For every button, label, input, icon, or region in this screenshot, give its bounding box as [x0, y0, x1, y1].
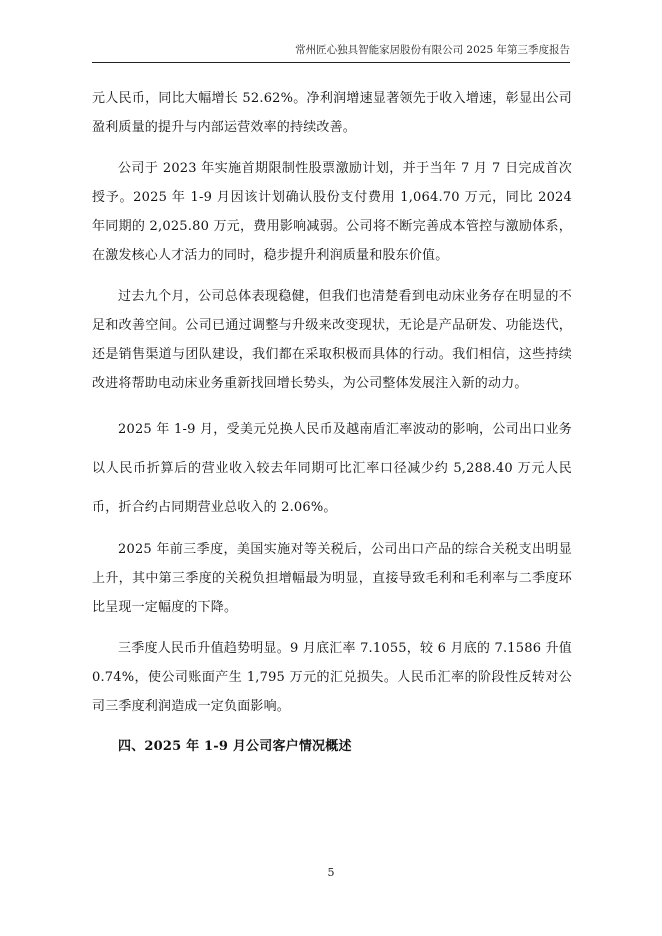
header-title: 常州匠心独具智能家居股份有限公司 2025 年第三季度报告 [295, 44, 570, 56]
page-number: 5 [327, 866, 335, 879]
paragraph-rmb-appreciation: 三季度人民币升值趋势明显。9 月底汇率 7.1055，较 6 月底的 7.1586 升值 0.74%，使公司账面产生 1,795 万元的汇兑损失。人民币汇率的阶段性反转对公司三季度利润造成一定负面影响。 [92, 641, 572, 714]
document-body [92, 84, 572, 761]
paragraph-exchange-rate-impact: 2025 年 1-9 月，受美元兑换人民币及越南盾汇率波动的影响，公司出口业务以人民币折算后的营业收入较去年同期可比汇率口径减少约 5,288.40 万元人民币，折合约占同期营业总收入的 2.06%。 [92, 422, 572, 515]
paragraph-net-profit-growth: 元人民币，同比大幅增长 52.62%。净利润增速显著领先于收入增速，彰显出公司盈利质量的提升与内部运营效率的持续改善。 [92, 91, 572, 135]
section-title-customers: 四、2025 年 1-9 月公司客户情况概述 [118, 739, 352, 754]
paragraph-equity-incentive: 公司于 2023 年实施首期限制性股票激励计划，并于当年 7 月 7 日完成首次授予。2025 年 1-9 月因该计划确认股份支付费用 1,064.70 万元，同比 2024 年同期的 2,025.80 万元，费用影响减弱。公司将不断完善成本管控与激励体系，在激发核心人才活力的同时，稳步提升利润质量和股东价值。 [92, 161, 572, 263]
paragraph-electric-bed-business: 过去九个月，公司总体表现稳健，但我们也清楚看到电动床业务存在明显的不足和改善空间。公司已通过调整与升级来改变现状，无论是产品研发、功能迭代，还是销售渠道与团队建设，我们都在采取积极而具体的行动。我们相信，这些持续改进将帮助电动床业务重新找回增长势头，为公司整体发展注入新的动力。 [92, 289, 572, 391]
paragraph-tariff-impact: 2025 年前三季度，美国实施对等关税后，公司出口产品的综合关税支出明显上升，其中第三季度的关税负担增幅最为明显，直接导致毛利和毛利率与二季度环比呈现一定幅度的下降。 [92, 542, 572, 615]
page-header [92, 42, 570, 63]
